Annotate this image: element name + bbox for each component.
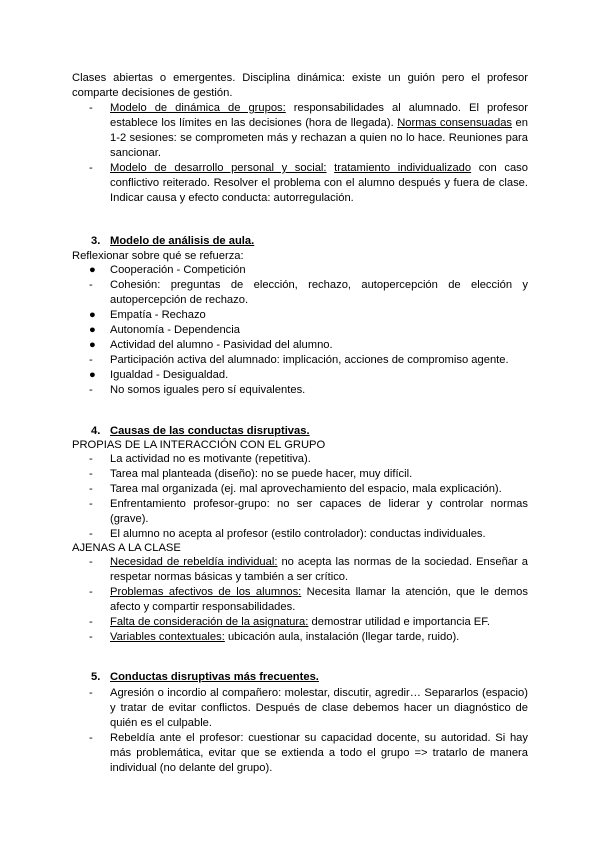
intro-paragraph: Clases abiertas o emergentes. Disciplina dinámica: existe un guión pero el profesor comparte decisiones de gestión. (72, 72, 528, 99)
group1-list (72, 452, 528, 542)
dash-marker: - (89, 468, 93, 480)
list-item: ● Cooperación - Competición (89, 264, 246, 276)
dash-marker: - (89, 483, 93, 495)
dash-marker: - (89, 586, 93, 598)
list-item: - Participación activa del alumnado: implicación, acciones de compromiso agente. (89, 354, 509, 366)
section5-list (72, 686, 528, 776)
bullet-marker: ● (89, 369, 96, 381)
list-item: - Necesidad de rebeldía individual: no acepta las normas de la sociedad. Enseñar a respetar normas básicas y también a ser crítico. (89, 556, 528, 583)
list-item: - Falta de consideración de la asignatura: demostrar utilidad e importancia EF. (89, 616, 490, 628)
list-item: - Variables contextuales: ubicación aula, instalación (llegar tarde, ruido). (89, 631, 460, 643)
group2-list (72, 555, 528, 645)
list-item (72, 161, 528, 206)
models-list (72, 101, 528, 206)
list-item: - El alumno no acepta al profesor (estilo controlador): conductas individuales. (89, 528, 486, 540)
list-item: ● Autonomía - Dependencia (89, 324, 240, 336)
list-item (72, 101, 528, 161)
list-item: - Rebeldía ante el profesor: cuestionar su capacidad docente, su autoridad. Si hay más problemática, evitar que se extienda a todo el grupo => tratarlo de manera individual (no delante del grupo). (89, 732, 528, 774)
model-text: con caso conflictivo reiterado. Resolver el problema con el alumno después y fuera de clase. Indicar causa y efecto conducta: autorregulación. (110, 162, 528, 204)
dash-marker: - (89, 102, 93, 114)
list-item: - Tarea mal planteada (diseño): no se puede hacer, muy difícil. (89, 468, 413, 480)
list-item: - Agresión o incordio al compañero: molestar, discutir, agredir… Separarlos (espacio) y tratar de evitar conflictos. Después de clase debemos hacer un diagnóstico de quién es el culpable. (89, 687, 528, 729)
dash-marker: - (89, 384, 93, 396)
dash-marker: - (89, 556, 93, 568)
model-text (327, 162, 335, 174)
list-item: ● Actividad del alumno - Pasividad del alumno. (89, 339, 333, 351)
dash-marker: - (89, 687, 93, 699)
list-item: - Problemas afectivos de los alumnos: Necesita llamar la atención, que le demos afecto y compartir responsabilidades. (89, 586, 528, 613)
group-label: AJENAS A LA CLASE (72, 542, 181, 554)
list-item: - La actividad no es motivante (repetitiva). (89, 453, 311, 465)
list-item: ● Empatía - Rechazo (89, 309, 206, 321)
list-item: - No somos iguales pero sí equivalentes. (89, 384, 306, 396)
section-title: Modelo de análisis de aula. (110, 235, 255, 247)
model-text: responsabilidades al alumnado. El profesor establece los límites en las decisiones (hora de llegada). (110, 102, 528, 129)
bullet-marker: ● (89, 264, 96, 276)
model-text: en 1-2 sesiones: se comprometen más y rechazan a quien no lo hace. Reuniones para sancionar. (110, 117, 528, 159)
section-heading: 3. Modelo de análisis de aula. (91, 235, 255, 247)
model-highlight: Normas consensuadas (397, 117, 513, 129)
bullet-marker: ● (89, 309, 96, 321)
dash-marker: - (89, 453, 93, 465)
section-intro: Reflexionar sobre qué se refuerza: (72, 250, 244, 262)
section-title: Conductas disruptivas más frecuentes. (110, 671, 319, 683)
section3-list (72, 263, 528, 398)
list-item: - Cohesión: preguntas de elección, rechazo, autopercepción de elección y autopercepción de rechazo. (89, 279, 528, 306)
dash-marker: - (89, 631, 93, 643)
dash-marker: - (89, 354, 93, 366)
dash-marker: - (89, 528, 93, 540)
dash-marker: - (89, 498, 93, 510)
model-title: Modelo de dinámica de grupos: (110, 102, 286, 114)
group-label: PROPIAS DE LA INTERACCIÓN CON EL GRUPO (72, 439, 326, 451)
dash-marker: - (89, 162, 93, 174)
dash-marker: - (89, 616, 93, 628)
list-item: - Tarea mal organizada (ej. mal aprovechamiento del espacio, mala explicación). (89, 483, 502, 495)
list-item: - Enfrentamiento profesor-grupo: no ser capaces de liderar y controlar normas (grave). (89, 498, 528, 525)
section-heading: 5. Conductas disruptivas más frecuentes. (91, 671, 319, 683)
model-title: Modelo de desarrollo personal y social: (110, 162, 327, 174)
section-title: Causas de las conductas disruptivas. (110, 425, 310, 437)
section-heading: 4. Causas de las conductas disruptivas. (91, 425, 310, 437)
model-highlight: tratamiento individualizado (334, 162, 472, 174)
dash-marker: - (89, 732, 93, 744)
dash-marker: - (89, 279, 93, 291)
bullet-marker: ● (89, 324, 96, 336)
bullet-marker: ● (89, 339, 96, 351)
list-item: ● Igualdad - Desigualdad. (89, 369, 229, 381)
